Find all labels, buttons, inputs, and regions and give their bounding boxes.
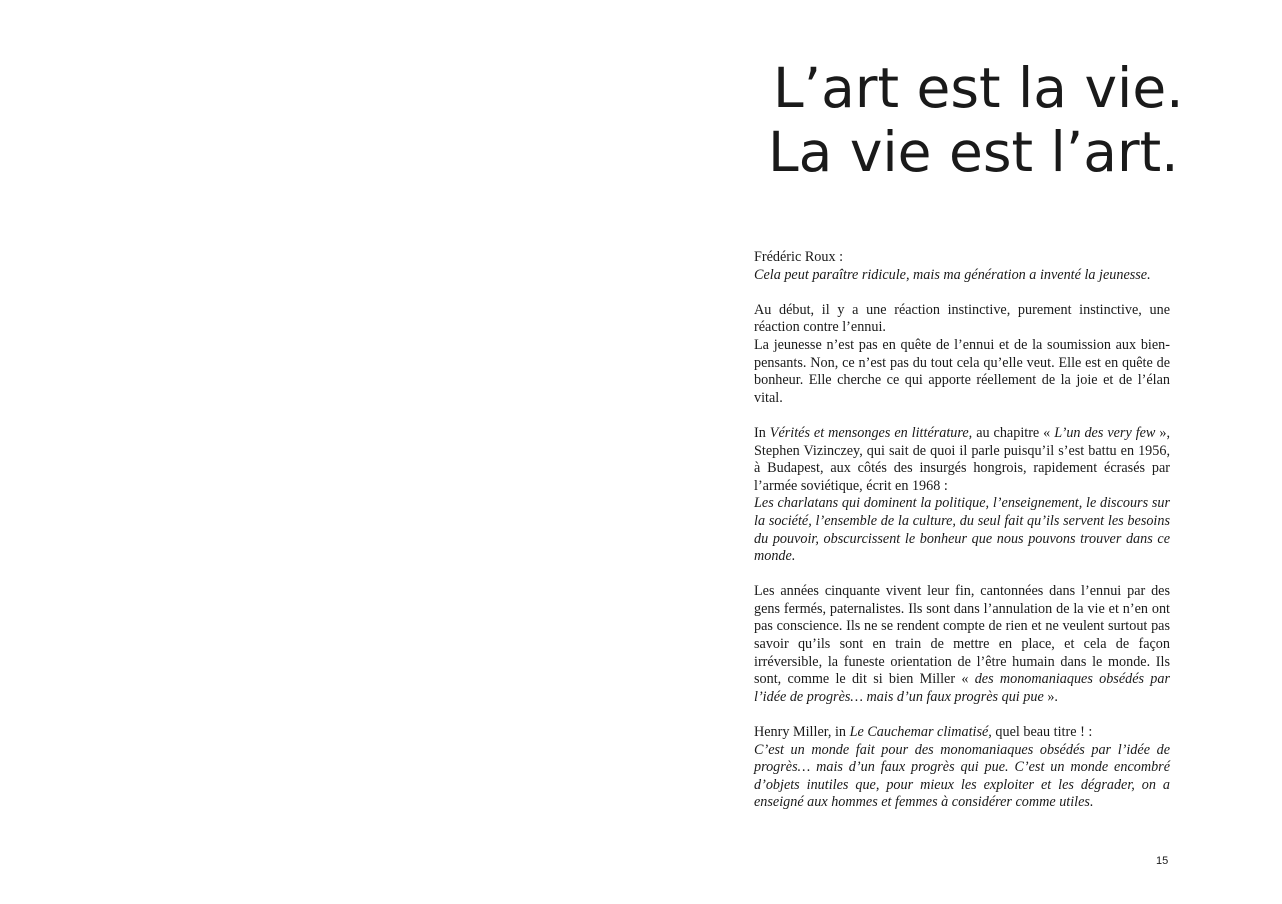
paragraph-ennui bbox=[754, 302, 1170, 408]
paragraph-miller bbox=[754, 724, 1170, 812]
vizinczey-book-title: Vérités et mensonges en littérature, bbox=[769, 424, 973, 441]
paragraph-fifties bbox=[754, 583, 1170, 706]
title-line-2: La vie est l’art. bbox=[768, 120, 1179, 184]
vizinczey-mid: au chapitre « bbox=[972, 424, 1055, 441]
miller-intro: Henry Miller, in bbox=[754, 724, 850, 741]
paragraph-vizinczey bbox=[754, 425, 1170, 566]
body-text bbox=[754, 249, 1170, 830]
page-title bbox=[0, 56, 1282, 184]
vizinczey-chapter: L’un des very few bbox=[1054, 424, 1156, 441]
vizinczey-quote: Les charlatans qui dominent la politique, l’enseignement, le discours sur la société, l’ensemble de la culture, du seul fait qu’ils servent les besoins du pouvoir, obscurcissent le bonheur que nous pouvons trouver dans ce monde. bbox=[754, 495, 1170, 565]
paragraph-ennui-line-1: Au début, il y a une réaction instinctive, purement instinctive, une réaction contre l’ennui. bbox=[754, 301, 1170, 336]
paragraph-roux bbox=[754, 249, 1170, 284]
roux-quote: Cela peut paraître ridicule, mais ma génération a inventé la jeunesse. bbox=[754, 266, 1151, 283]
vizinczey-rest: », Stephen Vizinczey, qui sait de quoi il parle puisqu’il s’est battu en 1956, à Budapest, aux côtés des insurgés hongrois, rapidement écrasés par l’armée soviétique, écrit en 1968 : bbox=[754, 424, 1171, 494]
page-number: 15 bbox=[1156, 855, 1169, 867]
miller-quote: C’est un monde fait pour des monomaniaques obsédés par l’idée de progrès… mais d’un faux progrès qui pue. C’est un monde encombré d’objets inutiles que, pour mieux les exploiter et les dégrader, on a enseigné aux hommes et femmes à considérer comme utiles. bbox=[754, 741, 1170, 811]
miller-rest: quel beau titre ! : bbox=[991, 724, 1093, 741]
paragraph-ennui-line-2: La jeunesse n’est pas en quête de l’ennui et de la soumission aux bien-pensants. Non, ce n’est pas du tout cela qu’elle veut. Elle est en quête de bonheur. Elle cherche ce qui apporte réellement de la joie et de l’élan vital. bbox=[754, 336, 1170, 406]
title-line-1: L’art est la vie. bbox=[773, 56, 1184, 120]
speaker-name: Frédéric Roux : bbox=[754, 249, 844, 265]
vizinczey-intro: In bbox=[754, 424, 770, 441]
fifties-end: ». bbox=[1043, 688, 1058, 705]
miller-book-title: Le Cauchemar climatisé, bbox=[849, 724, 992, 741]
fifties-miller-quote: des monomaniaques obsédés par l’idée de progrès… mais d’un faux progrès qui pue bbox=[754, 671, 1170, 705]
fifties-text: Les années cinquante vivent leur fin, cantonnées dans l’ennui par des gens fermés, paternalistes. Ils sont dans l’annulation de la vie et n’en ont pas conscience. Ils ne se rendent compte de rien et ne veulent surtout pas savoir qu’ils sont en train de mettre en place, et cela de façon irréversible, la funeste orientation de l’être humain dans le monde. Ils sont, comme le dit si bien Miller « bbox=[754, 583, 1170, 688]
